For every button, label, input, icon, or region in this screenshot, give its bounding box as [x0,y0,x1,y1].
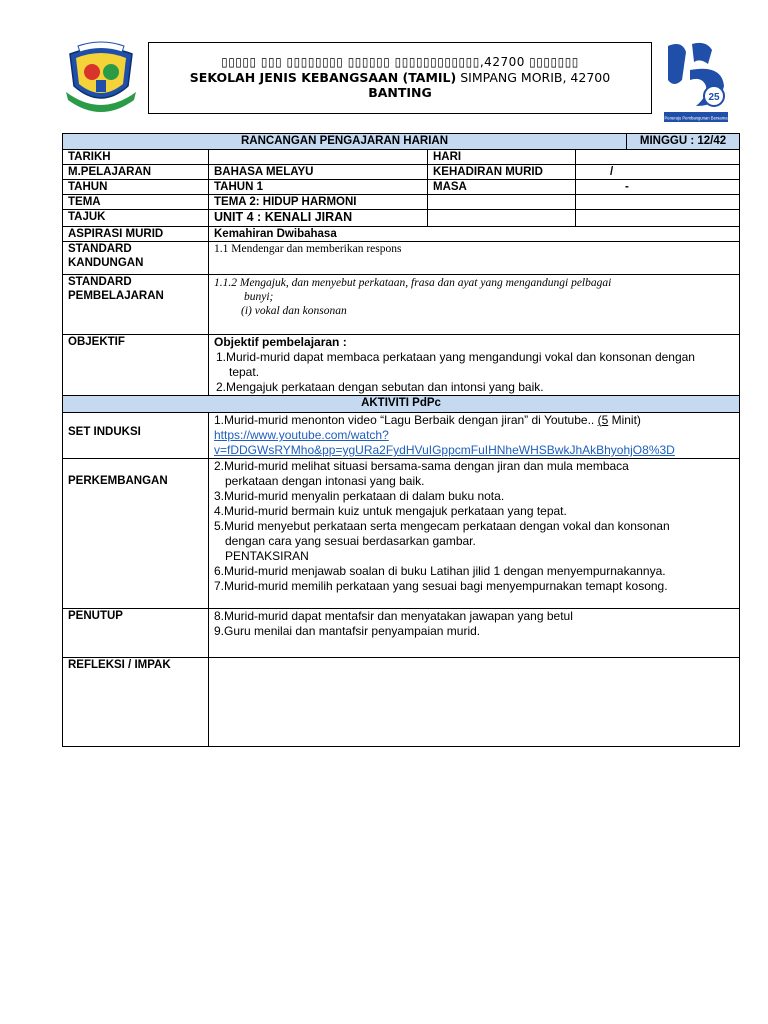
table-row [63,195,740,210]
logo-tagline: Peneraju Pembangunan Bersama [664,115,728,121]
reflection-label: REFLEKSI / IMPAK [63,658,209,747]
time-label: MASA [428,180,576,195]
development-label: PERKEMBANGAN [63,459,209,609]
school-town: BANTING [368,85,432,100]
empty-cell [428,195,576,210]
learning-standard-value: 1.1.2 Mengajuk, dan menyebut perkataan, frasa dan ayat yang mengandungi pelbagai bunyi; (i) vokal dan konsonan [209,275,740,335]
aspiration-value: Kemahiran Dwibahasa [209,227,740,242]
school-address: SIMPANG MORIB, 42700 [456,70,611,85]
table-row [63,275,740,335]
activity-band-row [63,396,740,413]
learning-standard-label: STANDARD PEMBELAJARAN [63,275,209,335]
school-name-line [149,70,651,85]
reflection-value [209,658,740,747]
closing-value: 8.Murid-murid dapat mentafsir dan menyatakan jawapan yang betul 9.Guru menilai dan mantafsir penyampaian murid. [209,609,740,658]
theme-label: TEMA [63,195,209,210]
hari-value [576,150,740,165]
development-value: 2.Murid-murid melihat situasi bersama-sama dengan jiran dan mula membaca perkataan dengan intonasi yang baik. 3.Murid-murid menyalin perkataan di dalam buku nota. 4.Murid-murid bermain kuiz untuk mengajuk perkataan yang tepat. 5.Murid menyebut perkataan serta mengecam perkataan dengan vokal dan konsonan dengan cara yang sesuai berdasarkan gambar. PENTAKSIRAN 6.Murid-murid menjawab soalan di buku Latihan jilid 1 dengan menyempurnakannya. 7.Murid-murid memilih perkataan yang sesuai bagi menyempurnakan temapt kosong. [209,459,740,609]
document-header [0,0,768,130]
table-row [63,227,740,242]
school-title-box [148,42,652,114]
tarikh-label: TARIKH [63,150,209,165]
table-row [63,335,740,396]
school-name-tamil: ▯▯▯▯▯ ▯▯▯ ▯▯▯▯▯▯▯▯ ▯▯▯▯▯▯ ▯▯▯▯▯▯▯▯▯▯▯▯,42700 ▯▯▯▯▯▯▯ [221,55,579,69]
tarikh-value [209,150,428,165]
table-row [63,150,740,165]
table-row [63,210,740,227]
aspiration-label: ASPIRASI MURID [63,227,209,242]
year-label: TAHUN [63,180,209,195]
subject-value: BAHASA MELAYU [209,165,428,180]
school-name-bold: SEKOLAH JENIS KEBANGSAAN (TAMIL) [189,70,457,85]
week-label: MINGGU : 12/42 [627,134,740,150]
school-crest-icon [64,40,138,118]
table-row [63,180,740,195]
empty-cell [576,210,740,227]
induction-label: SET INDUKSI [63,413,209,459]
empty-cell [576,195,740,210]
subject-label: M.PELAJARAN [63,165,209,180]
content-standard-value: 1.1 Mendengar dan memberikan respons [209,242,740,275]
title-row [63,134,740,150]
table-row [63,165,740,180]
topic-label: TAJUK [63,210,209,227]
objective-label: OBJEKTIF [63,335,209,396]
youtube-link-cont[interactable]: v=fDDGWsRYMho&pp=ygURa2FydHVuIGppcmFuIHNheWHSBwkJhAkBhyohjO8%3D [214,443,675,457]
year-value: TAHUN 1 [209,180,428,195]
anniversary-logo-icon [662,40,730,124]
table-row [63,658,740,747]
activity-band: AKTIVITI PdPc [63,396,740,413]
topic-value: UNIT 4 : KENALI JIRAN [209,210,428,227]
attendance-value: / [576,165,740,180]
closing-label: PENUTUP [63,609,209,658]
plan-title: RANCANGAN PENGAJARAN HARIAN [63,134,627,150]
table-row [63,459,740,609]
time-value: - [576,180,740,195]
theme-value: TEMA 2: HIDUP HARMONI [209,195,428,210]
hari-label: HARI [428,150,576,165]
table-row [63,609,740,658]
youtube-link[interactable]: https://www.youtube.com/watch? [214,428,389,442]
content-standard-label: STANDARD KANDUNGAN [63,242,209,275]
attendance-label: KEHADIRAN MURID [428,165,576,180]
objective-value: Objektif pembelajaran : 1.Murid-murid dapat membaca perkataan yang mengandungi vokal dan konsonan dengan tepat. 2.Mengajuk perkataan dengan sebutan dan intonsi yang baik. [209,335,740,396]
logo-badge: 25 [708,92,720,103]
induction-value: 1.Murid-murid menonton video “Lagu Berbaik dengan jiran” di Youtube.. (5 Minit) https://www.youtube.com/watch? v=fDDGWsRYMho&pp=ygURa2FydHVuIGppcmFuIHNheWHSBwkJhAkBhyohjO8%3D [209,413,740,459]
lesson-plan-table [62,133,740,747]
table-row [63,242,740,275]
table-row [63,413,740,459]
empty-cell [428,210,576,227]
